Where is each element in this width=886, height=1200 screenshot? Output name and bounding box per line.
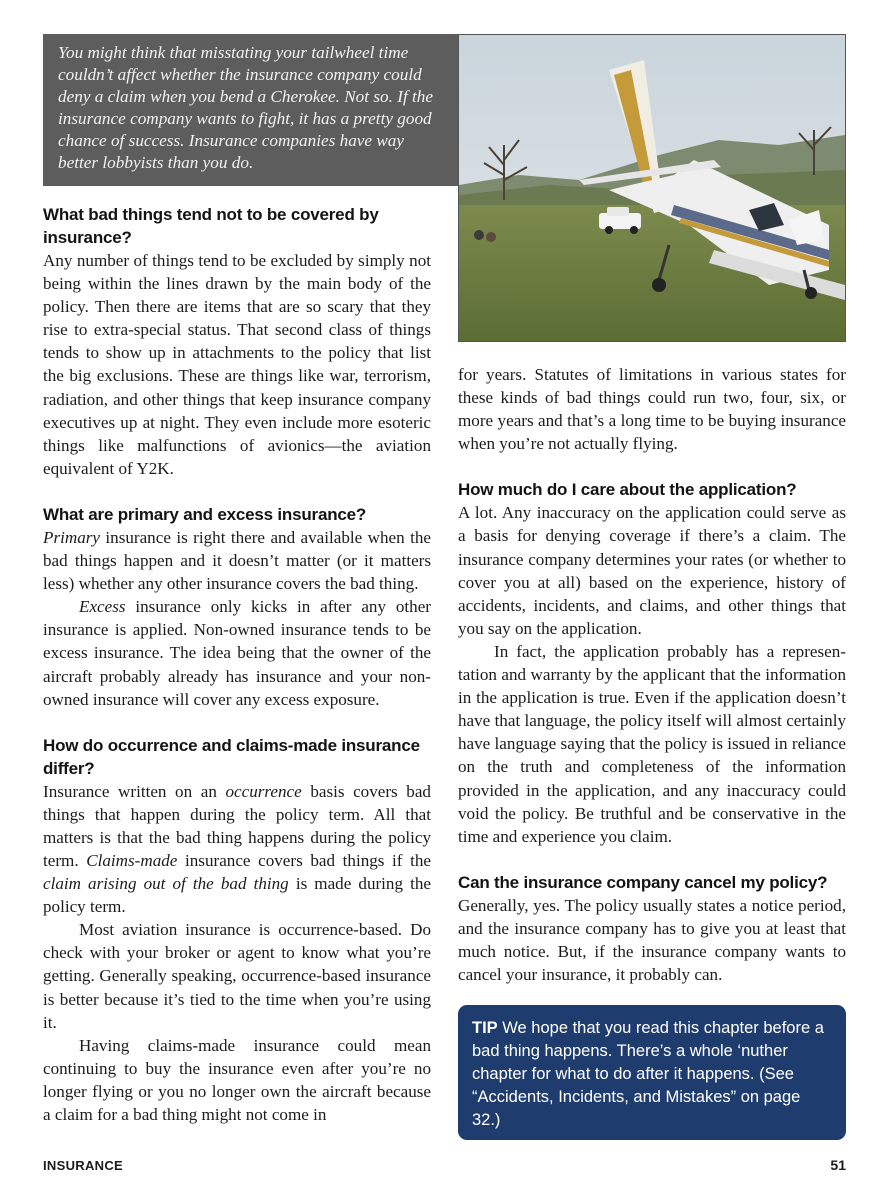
photo-illustration (459, 35, 845, 341)
pull-quote (43, 34, 459, 186)
heading-not-covered: What bad things tend not to be covered by insurance? (43, 205, 379, 247)
paragraph: Any number of things tend to be excluded by simply not being within the lines drawn by the main body of the policy. Then there are items that are so scary that they rise to extra-special status. That second class of things tends to show up in attachments to the policy that list the big exclusions. These are things like war, terrorism, radiation, and other things that keep insurance company executives up at night. They even include more esoteric things like malfunctions of avionics—the aviation equivalent of Y2K. (43, 251, 431, 478)
pull-quote-text: You might think that misstating your tailwheel time couldn’t affect whether the insurance company could deny a claim when you bend a Cherokee. Not so. If the insurance company wants to fight, it has a pretty good chance of success. Insurance companies have way better lobbyists than you do. (58, 43, 434, 172)
term-excess: Excess (79, 597, 126, 617)
paragraph: Insurance written on an occurrence basis covers bad things that happen during the policy term. All that matters is that the bad thing happens during the policy term. Claims-made insurance covers bad things if the claim arising out of the bad thing is made during the policy term. (43, 781, 431, 917)
term-primary: Primary (43, 527, 100, 547)
tip-text: We hope that you read this chapter before a bad thing happens. There’s a whole ‘nuther chapter for what to do after it happens. (See “Accidents, Incidents, and Mistakes” on page 32.) (472, 1019, 824, 1129)
tip-box (458, 1005, 846, 1140)
heading-cancel: Can the insurance company cancel my policy? (458, 872, 828, 892)
right-column (458, 363, 846, 986)
paragraph: A lot. Any inaccuracy on the application could serve as a basis for denying coverage if there’s a claim. The insurance company determines your rates (or whether to cover you at all) based on the experience, history of accidents, incidents, and claims, and other things that you say on the application. (458, 503, 846, 638)
paragraph: In fact, the application probably has a representation and warranty by the applicant that the information in the application is true. Even if the application doesn’t have that language, the policy itself will almost certainly have language saying that the policy is issued in reliance on the truth and completeness of the information provided in the application, and any inaccuracy could void the policy. Be truthful and be conservative in the time and experience you claim. (458, 641, 846, 846)
heading-primary-excess: What are primary and excess insurance? (43, 504, 367, 524)
airplane-crash-photo (458, 34, 846, 342)
paragraph: Having claims-made insurance could mean continuing to buy the insurance even after you’re no longer flying or you no longer own the aircraft because a claim for a bad thing might not come in (43, 1035, 431, 1124)
left-column (43, 203, 431, 1126)
tip-label: TIP (472, 1019, 498, 1037)
paragraph: Most aviation insurance is occurrence-based. Do check with your broker or agent to know what you’re getting. Generally speaking, occurrence-based insurance is better because it’s tied to the time when you’re using it. (43, 920, 431, 1032)
heading-occurrence: How do occurrence and claims-made insurance differ? (43, 735, 420, 778)
heading-application: How much do I care about the application? (458, 480, 797, 500)
paragraph: Excess insurance only kicks in after any other insurance is applied. Non-owned insurance tends to be excess insurance. The idea being that the owner of the aircraft probably already has insurance and your non-owned insurance will cover any excess exposure. (43, 597, 431, 709)
paragraph: Primary insurance is right there and available when the bad things happen and it doesn’t matter (or it matters less) whether any other insurance covers the bad thing. (43, 527, 431, 594)
paragraph-continued: for years. Statutes of limitations in various states for these kinds of bad things could run two, four, six, or more years and that’s a long time to be buying insurance when you’re not actually flying. (458, 365, 846, 454)
paragraph: Generally, yes. The policy usually states a notice period, and the insurance company has to give you at least that much notice. But, if the insurance company wants to cancel your insurance, it probably can. (458, 895, 846, 985)
page-number: 51 (830, 1157, 846, 1173)
footer-section-title: INSURANCE (43, 1158, 123, 1173)
